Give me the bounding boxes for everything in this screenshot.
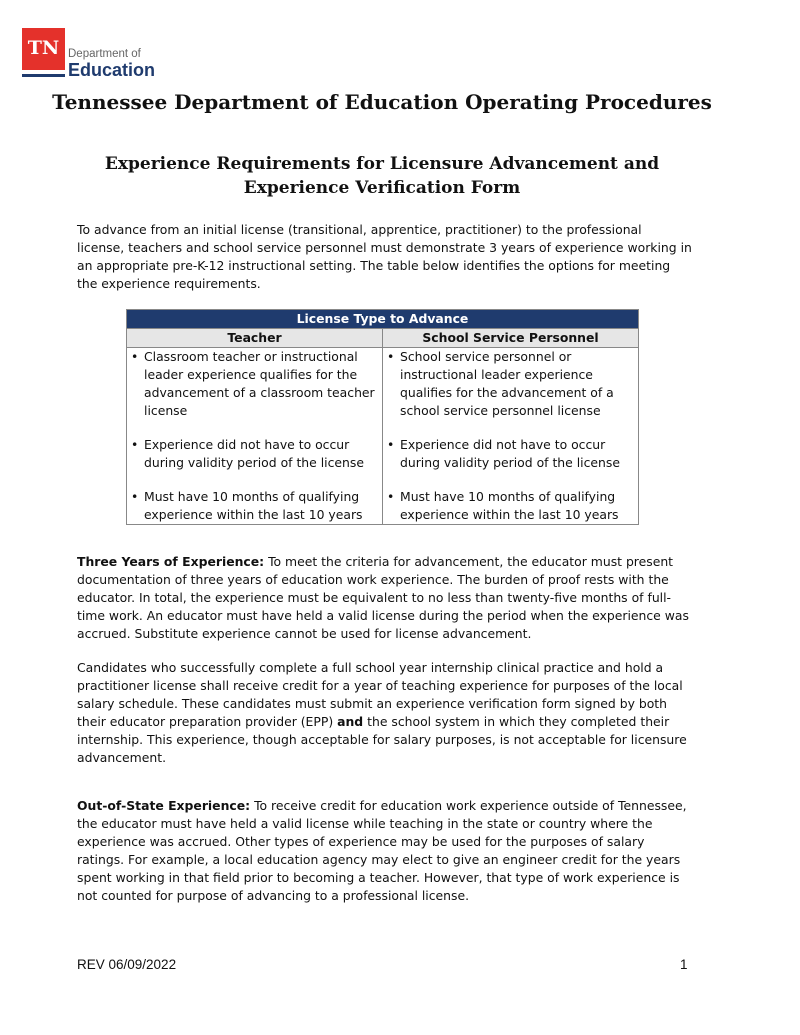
internship-paragraph <box>77 659 692 768</box>
out-of-state-text: To receive credit for education work experience outside of Tennessee, the educator must have held a valid license while teaching in the state or country where the experience was accrued. Other types of experience may be used for the purposes of salary ratings. For example, a local education agency may elect to give an engineer credit for the years spent working in that field prior to becoming a teacher. However, that type of work experience is not counted for purpose of advancing to a professional license. <box>77 798 687 904</box>
page-number: 1 <box>680 957 688 972</box>
three-years-label: Three Years of Experience: <box>77 554 265 569</box>
table-header: License Type to Advance <box>127 310 639 329</box>
ssp-cell <box>383 348 639 525</box>
logo-tn-box: TN <box>22 28 65 70</box>
table-row <box>127 348 639 525</box>
list-item: • Must have 10 months of qualifying experience within the last 10 years <box>144 488 382 524</box>
intro-paragraph: To advance from an initial license (transitional, apprentice, practitioner) to the professional license, teachers and school service personnel must demonstrate 3 years of experience working in an appropriate pre-K-12 instructional setting. The table below identifies the options for meeting the experience requirements. <box>77 222 692 292</box>
revision-date: REV 06/09/2022 <box>77 957 177 972</box>
list-item: • Experience did not have to occur during validity period of the license <box>144 436 382 472</box>
out-of-state-label: Out-of-State Experience: <box>77 798 251 813</box>
teacher-cell <box>127 348 383 525</box>
column-header-ssp: School Service Personnel <box>383 329 639 348</box>
internship-text-2: the school system in which they completed their internship. This experience, though acceptable for salary purposes, is not acceptable for licensure advancement. <box>77 714 687 766</box>
logo-education: Education <box>68 60 156 80</box>
column-header-teacher: Teacher <box>127 329 383 348</box>
page-title: Tennessee Department of Education Operating Procedures <box>52 90 712 114</box>
subtitle-line-2: Experience Verification Form <box>243 178 521 198</box>
license-table <box>126 309 639 525</box>
list-item: • Experience did not have to occur during validity period of the license <box>400 436 638 472</box>
page-subtitle <box>0 152 764 200</box>
out-of-state-paragraph <box>77 797 692 906</box>
three-years-text: To meet the criteria for advancement, the educator must present documentation of three years of education work experience. The burden of proof rests with the educator. In total, the experience must be equivalent to no less than twenty-five months of full-time work. An educator must have held a valid license during the period when the experience was accrued. Substitute experience cannot be used for license advancement. <box>77 554 689 642</box>
list-item: • Classroom teacher or instructional leader experience qualifies for the advancement of a classroom teacher license <box>144 348 382 420</box>
logo-bar <box>22 74 65 77</box>
list-item: • School service personnel or instructional leader experience qualifies for the advancement of a school service personnel license <box>400 348 638 420</box>
three-years-paragraph <box>77 553 692 643</box>
logo-dept: Department of <box>68 48 141 60</box>
internship-text-1: Candidates who successfully complete a full school year internship clinical practice and hold a practitioner license shall receive credit for a year of teaching experience for purposes of the local salary schedule. These candidates must submit an experience verification form signed by both their educator preparation provider (EPP) <box>77 660 683 730</box>
subtitle-line-1: Experience Requirements for Licensure Advancement and <box>104 154 660 174</box>
internship-bold: and <box>337 714 364 730</box>
list-item: • Must have 10 months of qualifying experience within the last 10 years <box>400 488 638 524</box>
